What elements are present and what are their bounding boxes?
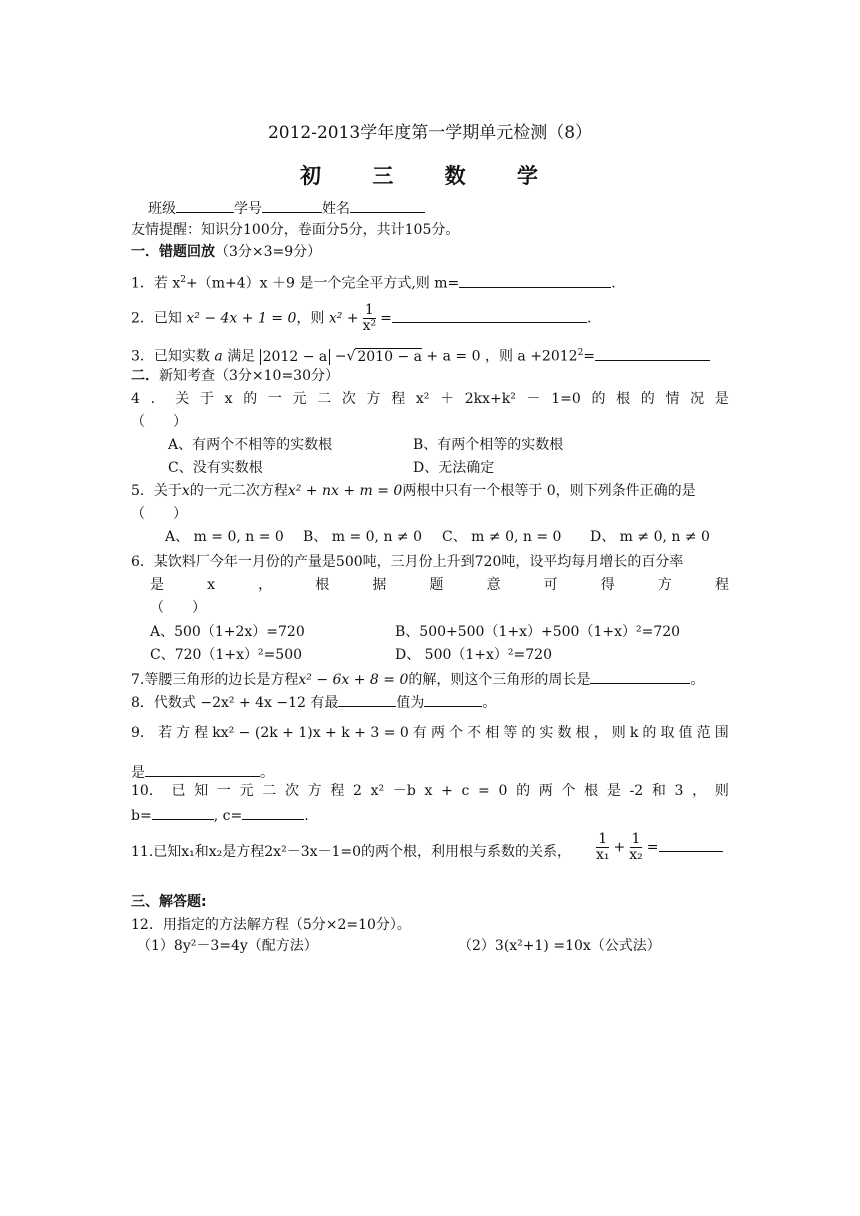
q10-line1-token: 10． <box>131 783 163 799</box>
q4-option-b[interactable]: B、有两个相等的实数根 <box>413 437 564 453</box>
q10-line1-token: 2 <box>353 783 362 799</box>
student-id-label: 学号 <box>234 201 262 217</box>
q11-frac1-num: 1 <box>598 831 608 847</box>
q10-line1-token: 个 <box>561 783 576 799</box>
q4-stem-token: 情 <box>665 391 680 407</box>
q3-mid: 满足 <box>227 348 256 365</box>
q10-c-label: , c= <box>213 808 243 824</box>
q10-line1-token: 一 <box>216 783 231 799</box>
q9-line1-token: 实 <box>539 725 554 741</box>
q6-line2-token: ， <box>258 577 273 593</box>
q10-line1-token: 3 <box>674 783 684 799</box>
q10-line1-token: 和 <box>651 783 666 799</box>
q6-line2-token: 根 <box>315 577 330 593</box>
q2-frac-num: 1 <box>364 302 374 318</box>
q10-b-label: b= <box>131 808 152 824</box>
class-label: 班级 <box>148 201 176 217</box>
q10-line1-token: 方 <box>307 783 322 799</box>
q5-text1: 的一元二次方程 <box>189 483 288 499</box>
q3-prefix: 3．已知实数 <box>131 348 210 365</box>
q6-line2-token: 意 <box>486 577 501 593</box>
q12-part-2: （2）3(x²+1) =10x（公式法） <box>458 938 661 954</box>
subject-title: 初 三 数 学 <box>300 164 560 188</box>
question-9-line2 <box>131 762 274 782</box>
question-4-stem <box>131 390 729 408</box>
q1-end: . <box>611 275 616 292</box>
q9-line1-token: 围 <box>714 725 729 741</box>
q9-line1-token: k <box>629 725 639 741</box>
q8-end: 。 <box>482 695 497 711</box>
q3-tail: + a = 0 <box>426 348 481 365</box>
q10-line1-token: －b <box>392 783 416 799</box>
q4-option-d[interactable]: D、无法确定 <box>413 460 495 476</box>
q2-answer-blank[interactable] <box>392 308 587 323</box>
q9-line1-token: 9． <box>131 725 154 741</box>
q10-line1-token: = <box>478 783 490 799</box>
name-blank[interactable] <box>350 198 425 213</box>
class-blank[interactable] <box>176 198 234 213</box>
q5-prefix: 5．关于 <box>131 483 182 499</box>
section-2-title: 二． <box>131 368 159 384</box>
q12-part-1: （1）8y²－3=4y（配方法） <box>137 938 318 954</box>
q11-frac2-den: x₂ <box>629 847 643 863</box>
q10-line1-token: 二 <box>262 783 277 799</box>
question-5: 5．关于x的一元二次方程x² + nx + m = 0两根中只有一个根等于 0，则下列条件正确的是 <box>131 483 696 499</box>
q6-line2-token: x <box>207 577 216 593</box>
q10-line1-token: 的 <box>516 783 531 799</box>
q2-equation: x² − 4x + 1 = 0 <box>186 310 297 327</box>
q10-line1-token: -2 <box>629 783 644 799</box>
q10-b-blank[interactable] <box>152 805 214 820</box>
q6-line2-token: 可 <box>543 577 558 593</box>
q2-expression: x² + <box>328 310 359 327</box>
q10-line1-token: 已 <box>171 783 186 799</box>
q9-line1-token: 范 <box>696 725 711 741</box>
q10-line1-token: 知 <box>194 783 209 799</box>
question-2 <box>131 303 591 334</box>
q9-line1-token: 程 <box>194 725 209 741</box>
q4-stem-token: 的 <box>591 391 606 407</box>
q4-stem-token: 根 <box>616 391 631 407</box>
q9-line1-token: ， <box>593 725 608 741</box>
q11-answer-blank[interactable] <box>659 837 723 852</box>
q4-stem-token: 的 <box>243 391 258 407</box>
q5-text2: 两根中只有一个根等于 0，则下列条件正确的是 <box>402 483 696 499</box>
q9-line1-token: 方 <box>176 725 191 741</box>
q4-stem-token: 4 <box>131 391 140 407</box>
q10-line1-token: + <box>441 783 453 799</box>
q2-equals: = <box>380 310 392 327</box>
q10-line1-token: 次 <box>284 783 299 799</box>
q9-line1-token: 两 <box>430 725 445 741</box>
q2-mid: ，则 <box>296 310 325 327</box>
q4-stem-token: 关 <box>175 391 190 407</box>
question-6-line2 <box>150 576 729 594</box>
q2-dot: . <box>586 310 592 327</box>
q9-line1-token: 的 <box>642 725 657 741</box>
question-11 <box>131 843 571 861</box>
q9-line1-token: 有 <box>412 725 427 741</box>
student-info-line <box>148 198 425 218</box>
name-label: 姓名 <box>322 201 350 217</box>
q9-line1-token: kx² − (2k + 1)x + k + 3 = 0 <box>212 725 409 741</box>
q9-line1-token: 则 <box>611 725 626 741</box>
question-6-line1: 6．某饮料厂今年一月份的产量是500吨，三月份上升到720吨，设平均每月增长的百分率 <box>131 554 684 570</box>
q7-prefix: 7.等腰三角形的边长是方程 <box>131 672 299 688</box>
q2-prefix: 2．已知 <box>131 310 182 327</box>
exam-title: 2012-2013学年度第一学期单元检测（8） <box>267 123 593 143</box>
q4-stem-token: 二 <box>317 391 332 407</box>
q10-line1-token: 则 <box>714 783 729 799</box>
section-3-title: 三、解答题: <box>131 894 207 910</box>
q9-line1-token: 数 <box>557 725 572 741</box>
q8-blank-2[interactable] <box>424 692 482 707</box>
q7-equation: x² − 6x + 8 = 0 <box>298 672 409 688</box>
q4-stem-token: 是 <box>714 391 729 407</box>
q11-equals: = <box>646 839 659 856</box>
q8-blank-1[interactable] <box>338 692 396 707</box>
q10-line1-token: 是 <box>606 783 621 799</box>
q6-option-b[interactable]: B、500+500（1+x）+500（1+x）²=720 <box>395 624 681 640</box>
q10-end: . <box>304 808 309 824</box>
question-9-line1 <box>131 724 729 742</box>
q3-minus: − <box>334 348 347 365</box>
q4-stem-token: 方 <box>366 391 381 407</box>
q9-line1-token: 个 <box>449 725 464 741</box>
q5-option-b[interactable]: B、 m = 0, n ≠ 0 <box>303 529 423 545</box>
q10-line1-token: 元 <box>239 783 254 799</box>
question-1: 1．若 $x^2+(m+4)x +9$ 是一个完全平方式,则 m= . <box>131 271 616 293</box>
q6-line2-token: 是 <box>150 577 164 593</box>
q4-stem-token: 一 <box>267 391 282 407</box>
q11-plus: + <box>613 839 626 856</box>
q10-line1-token: x² <box>370 783 385 799</box>
q9-line1-token: 的 <box>521 725 536 741</box>
q8-text: 8．代数式 −2x² + 4x −12 有最 <box>131 695 339 711</box>
q6-line2-token: 程 <box>715 577 729 593</box>
q11-expression <box>592 832 723 863</box>
q4-stem-token: － <box>526 391 541 407</box>
q5-option-c[interactable]: C、 m ≠ 0, n = 0 <box>442 529 562 545</box>
q4-option-a[interactable]: A、有两个不相等的实数根 <box>168 437 333 453</box>
q6-option-d[interactable]: D、 500（1+x）²=720 <box>395 647 552 663</box>
q5-equation: x² + nx + m = 0 <box>287 483 403 499</box>
q10-line1-token: 根 <box>584 783 599 799</box>
q1-answer-blank[interactable] <box>459 273 611 288</box>
q3-answer-blank[interactable] <box>595 346 710 361</box>
q4-stem-token: 1=0 <box>551 391 581 407</box>
q4-stem-token: 程 <box>391 391 406 407</box>
q3-ask2: = <box>583 348 596 365</box>
q6-line2-token: 得 <box>600 577 615 593</box>
q11-text: 11.已知x₁和x₂是方程2x²－3x－1=0的两个根，利用根与系数的关系， <box>131 844 572 860</box>
q3-var: a <box>214 348 223 365</box>
q6-paren: （ ） <box>150 600 206 616</box>
q4-stem-token: 于 <box>199 391 214 407</box>
q10-line1-token: ， <box>692 783 707 799</box>
q4-stem-token: 2kx+k² <box>464 391 516 407</box>
q6-line2-token: 题 <box>429 577 444 593</box>
q9-end: 。 <box>260 765 274 781</box>
q5-paren: （ ） <box>131 506 187 522</box>
q5-option-d[interactable]: D、 m ≠ 0, n ≠ 0 <box>590 529 710 545</box>
q11-frac-1 <box>594 832 612 863</box>
q11-frac-2 <box>627 832 645 863</box>
section-2-rest: 新知考查（3分×10=30分） <box>159 368 339 384</box>
q9-line1-token: 根 <box>575 725 590 741</box>
q7-mid: 的解，则这个三角形的周长是 <box>408 672 591 688</box>
q4-paren: （ ） <box>131 414 187 430</box>
q10-line1-token: 程 <box>330 783 345 799</box>
q6-line2-token: 方 <box>657 577 672 593</box>
q8-mid: 值为 <box>396 695 425 711</box>
q11-frac2-num: 1 <box>631 831 641 847</box>
q1-prefix: 1．若 x <box>131 275 181 292</box>
q4-stem-token: x <box>224 391 233 407</box>
section-1-heading <box>131 243 321 261</box>
q2-frac-den: x² <box>362 318 377 334</box>
question-12: 12．用指定的方法解方程（5分×2=10分）。 <box>131 917 411 933</box>
q10-line1-token: x <box>424 783 433 799</box>
question-3: 3．已知实数 a 满足 2012 − a −√ 2010 − a + a = 0 ，则 $a +2012^2=$ <box>131 344 710 366</box>
q4-stem-token: 的 <box>640 391 655 407</box>
q4-stem-token: ＋ <box>440 391 455 407</box>
q1-mid: +（m+4）x ＋9 是一个完全平方式,则 m= <box>186 275 460 292</box>
q9-line1-token: 若 <box>158 725 172 741</box>
q9-line1-token: 不 <box>467 725 482 741</box>
q3-sqrt-expr: 2010 − a <box>357 348 422 365</box>
q7-end: 。 <box>690 672 705 688</box>
section-1-title: 一．错题回放 <box>131 244 215 260</box>
q10-line1-token: 0 <box>498 783 508 799</box>
q9-line1-token: 取 <box>660 725 675 741</box>
q9-line2-text: 是 <box>131 765 145 781</box>
student-id-blank[interactable] <box>262 198 322 213</box>
q6-line2-token: 据 <box>372 577 387 593</box>
q3-abs-expr: 2012 − a <box>260 349 331 365</box>
q5-option-a[interactable]: A、 m = 0, n = 0 <box>165 529 284 545</box>
question-7 <box>131 669 704 689</box>
q10-line1-token: c <box>461 783 470 799</box>
section-1-score: （3分×3=9分） <box>215 244 322 260</box>
reminder-text: 友情提醒：知识分100分，卷面分5分，共计105分。 <box>131 222 460 238</box>
question-8 <box>131 692 496 712</box>
q4-stem-token: 况 <box>690 391 705 407</box>
q6-option-a[interactable]: A、500（1+2x）=720 <box>150 624 305 640</box>
q3-ask: ，则 a +2012 <box>484 348 578 365</box>
q4-stem-token: 元 <box>292 391 307 407</box>
q10-c-blank[interactable] <box>242 805 304 820</box>
q4-stem-token: x² <box>415 391 430 407</box>
q6-option-c[interactable]: C、720（1+x）²=500 <box>150 647 303 663</box>
q4-option-c[interactable]: C、没有实数根 <box>168 460 263 476</box>
q9-line1-token: 相 <box>485 725 500 741</box>
q7-answer-blank[interactable] <box>590 669 690 684</box>
section-2-heading <box>131 367 339 385</box>
q2-fraction <box>361 303 379 334</box>
q9-line1-token: 值 <box>678 725 693 741</box>
q4-stem-token: 次 <box>341 391 356 407</box>
q9-answer-blank[interactable] <box>145 762 260 777</box>
question-10-line1 <box>131 782 729 800</box>
question-10-line2 <box>131 805 309 825</box>
q10-line1-token: 两 <box>538 783 553 799</box>
q4-stem-token: ． <box>150 391 165 407</box>
q9-line1-token: 等 <box>503 725 518 741</box>
q11-frac1-den: x₁ <box>596 847 610 863</box>
